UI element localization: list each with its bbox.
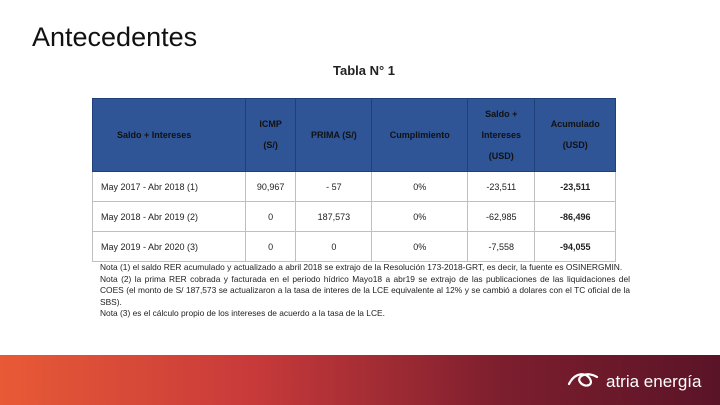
header-icmp: ICMP (S/) (245, 99, 296, 172)
row-acumulado: -23,511 (535, 172, 616, 202)
row-cumplimiento: 0% (372, 232, 468, 262)
brand-logo (566, 368, 701, 395)
note-2: Nota (2) la prima RER cobrada y facturada en el periodo hídrico Mayo18 a abr19 se extrajo de las publicaciones de las liquidaciones del COES (el monto de S/ 187,573 se actualizaron a la tasa de interes de la LCE equivalente al 12% y se cambió a dolares con el TC oficial de la SBS). (100, 273, 630, 307)
note-1: Nota (1) el saldo RER acumulado y actualizado a abril 2018 se extrajo de la Resolución 173-2018-GRT, es decir, la fuente es OSINERGMIN. (100, 262, 623, 272)
table-row (93, 232, 616, 262)
brand-name: atria energía (606, 371, 702, 391)
row-period: May 2017 - Abr 2018 (1) (93, 172, 246, 202)
table-caption: Tabla N° 1 (332, 63, 396, 78)
table-row (93, 172, 616, 202)
header-acumulado: Acumulado (USD) (535, 99, 616, 172)
table-row (93, 202, 616, 232)
slide-title: Antecedentes (32, 22, 198, 52)
row-icmp: 0 (245, 232, 296, 262)
row-saldo-usd: -7,558 (468, 232, 535, 262)
row-cumplimiento: 0% (372, 172, 468, 202)
atria-swirl-icon (566, 368, 600, 395)
header-prima: PRIMA (S/) (296, 99, 372, 172)
balance-table (92, 98, 616, 262)
header-saldo-usd: Saldo + Intereses (USD) (468, 99, 535, 172)
note-3: Nota (3) es el cálculo propio de los intereses de acuerdo a la tasa de la LCE. (100, 308, 385, 319)
row-saldo-usd: -62,985 (468, 202, 535, 232)
row-acumulado: -86,496 (535, 202, 616, 232)
header-saldo-intereses: Saldo + Intereses (93, 99, 246, 172)
row-period: May 2019 - Abr 2020 (3) (93, 232, 246, 262)
table-notes (100, 262, 630, 320)
row-prima: - 57 (296, 172, 372, 202)
row-saldo-usd: -23,511 (468, 172, 535, 202)
row-period: May 2018 - Abr 2019 (2) (93, 202, 246, 232)
table-header-row (93, 99, 616, 172)
row-prima: 187,573 (296, 202, 372, 232)
row-cumplimiento: 0% (372, 202, 468, 232)
row-prima: 0 (296, 232, 372, 262)
row-icmp: 90,967 (245, 172, 296, 202)
row-acumulado: -94,055 (535, 232, 616, 262)
row-icmp: 0 (245, 202, 296, 232)
header-cumplimiento: Cumplimiento (372, 99, 468, 172)
